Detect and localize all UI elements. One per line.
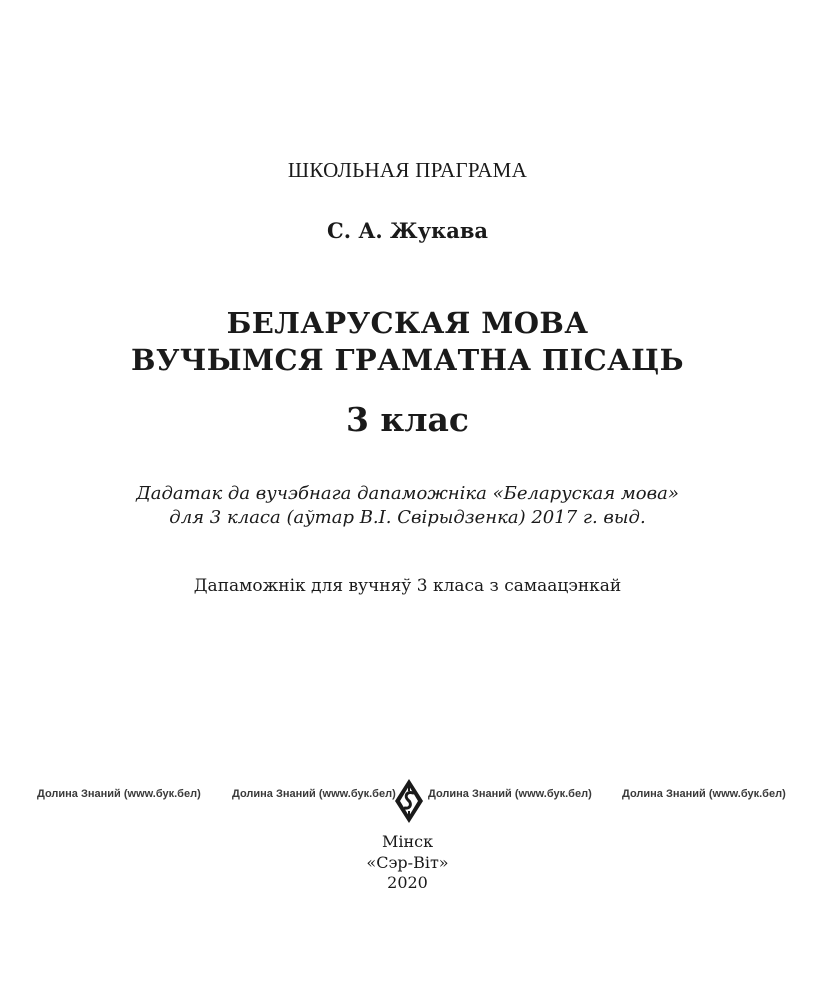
book-title-line-2: ВУЧЫМСЯ ГРАМАТНА ПІСАЦЬ — [131, 343, 684, 377]
watermark-text: Долина Знаний (www.бук.бел) — [622, 788, 786, 800]
supplement-line-2: для 3 класа (аўтар В.І. Свірыдзенка) 2017 г. выд. — [169, 507, 646, 528]
imprint-year: 2020 — [387, 873, 428, 892]
supplement-line-1: Дадатак да вучэбнага дапаможніка «Беларуская мова» — [136, 483, 679, 504]
manual-note: Дапаможнік для вучняў 3 класа з самаацэнкай — [193, 576, 622, 596]
grade-label: 3 клас — [345, 400, 470, 439]
series-title: ШКОЛЬНАЯ ПРАГРАМА — [287, 158, 528, 182]
watermark-text: Долина Знаний (www.бук.бел) — [232, 788, 396, 800]
publisher-logo-icon — [393, 777, 425, 825]
imprint-publisher: «Сэр-Віт» — [366, 853, 449, 872]
imprint-city: Мінск — [381, 832, 434, 851]
watermark-text: Долина Знаний (www.бук.бел) — [428, 788, 592, 800]
author-name: С. А. Жукава — [326, 218, 489, 243]
watermark-text: Долина Знаний (www.бук.бел) — [37, 788, 201, 800]
book-title-line-1: БЕЛАРУСКАЯ МОВА — [226, 306, 589, 340]
